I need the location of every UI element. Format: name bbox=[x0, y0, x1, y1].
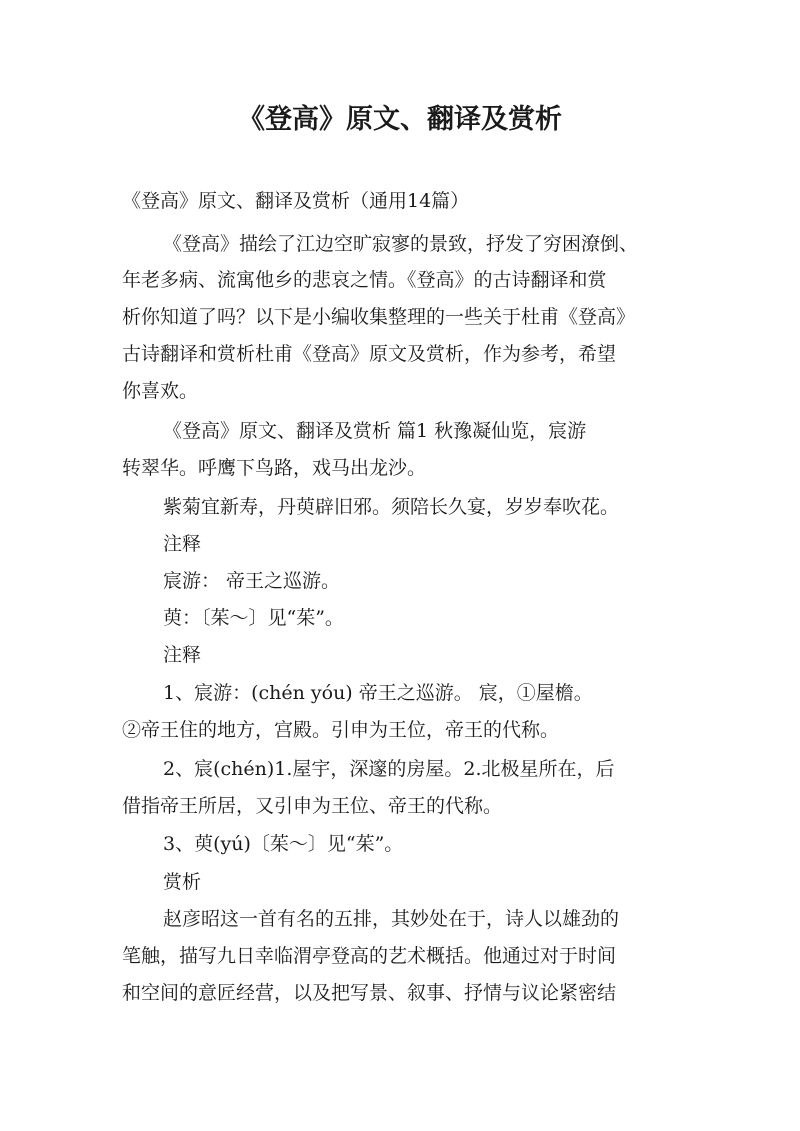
intro-line-3: 析你知道了吗？以下是小编收集整理的一些关于杜甫《登高》 bbox=[122, 306, 636, 328]
note-b: 萸：〔茱～〕见“茱”。 bbox=[163, 607, 344, 629]
note-a: 宸游： 帝王之巡游。 bbox=[163, 570, 341, 592]
analysis-line-1: 赵彦昭这一首有名的五排，其妙处在于，诗人以雄劲的 bbox=[163, 908, 620, 930]
poem-line: 紫菊宜新寿，丹萸辟旧邪。须陪长久宴，岁岁奉吹花。 bbox=[163, 496, 620, 518]
section-heading-line-2: 转翠华。呼鹰下鸟路，戏马出龙沙。 bbox=[122, 457, 427, 479]
intro-line-2: 年老多病、流寓他乡的悲哀之情。《登高》的古诗翻译和赏 bbox=[122, 269, 607, 291]
intro-line-5: 你喜欢。 bbox=[122, 380, 199, 402]
analysis-heading: 赏析 bbox=[163, 871, 202, 893]
analysis-line-3: 和空间的意匠经营，以及把写景、叙事、抒情与议论紧密结 bbox=[122, 982, 617, 1004]
notes-heading-1: 注释 bbox=[163, 533, 202, 555]
analysis-line-2: 笔触，描写九日幸临渭亭登高的艺术概括。他通过对于时间 bbox=[122, 945, 617, 967]
document-subtitle: 《登高》原文、翻译及赏析（通用14篇） bbox=[122, 190, 470, 212]
note2-line-1: 2、宸(chén)1.屋宇，深邃的房屋。2.北极星所在，后 bbox=[163, 758, 615, 780]
note2-line-2: 借指帝王所居，又引申为王位、帝王的代称。 bbox=[122, 795, 503, 817]
notes-heading-2: 注释 bbox=[163, 644, 202, 666]
intro-line-4: 古诗翻译和赏析杜甫《登高》原文及赏析，作为参考，希望 bbox=[122, 343, 617, 365]
document-title: 《登高》原文、翻译及赏析 bbox=[238, 104, 562, 135]
note3: 3、萸(yú)〔茱～〕见“茱”。 bbox=[163, 833, 404, 855]
note1-line-1: 1、宸游：(chén yóu) 帝王之巡游。 宸，①屋檐。 bbox=[163, 682, 593, 704]
section-heading-line-1: 《登高》原文、翻译及赏析 篇1 秋豫凝仙览，宸游 bbox=[163, 420, 587, 442]
intro-line-1: 《登高》描绘了江边空旷寂寥的景致，抒发了穷困潦倒、 bbox=[163, 233, 639, 255]
note1-line-2: ②帝王住的地方，宫殿。引申为王位，帝王的代称。 bbox=[122, 719, 560, 741]
